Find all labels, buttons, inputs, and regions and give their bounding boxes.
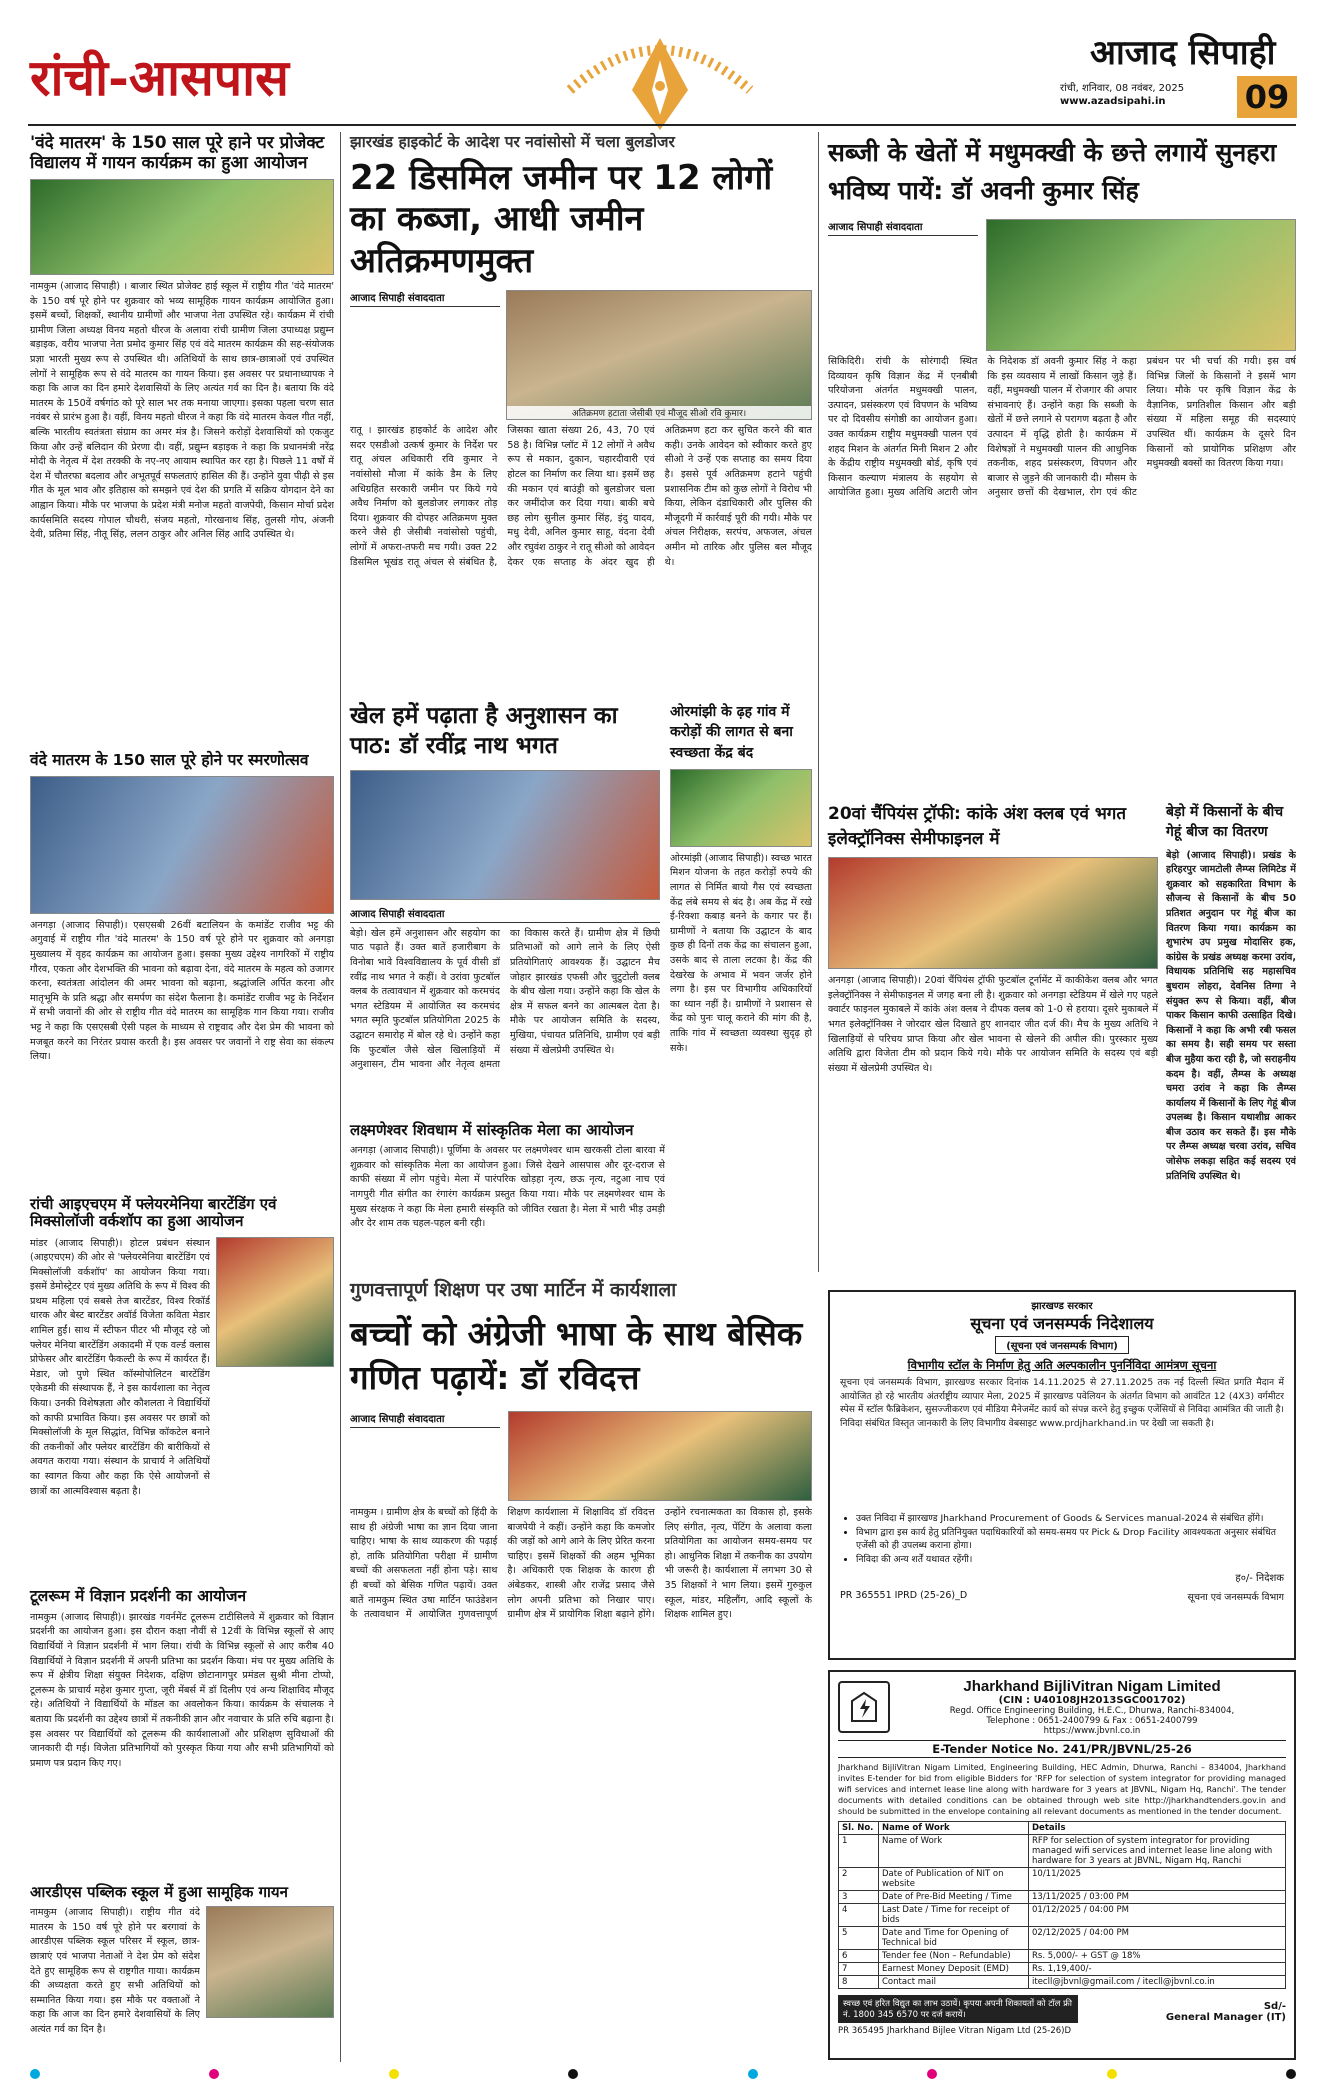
table-cell: 4 — [839, 1904, 879, 1927]
photo — [986, 219, 1296, 351]
photo — [216, 1237, 334, 1367]
headline: सब्जी के खेतों में मधुमक्खी के छत्ते लगायें सुनहरा भविष्य पायें: डॉ अवनी कुमार सिंह — [828, 138, 1277, 205]
pen-nib-emblem — [560, 20, 760, 130]
article-football — [350, 702, 660, 1159]
photo — [670, 769, 812, 847]
headline: 20वां चैंपियंस ट्रॉफी: कांके अंश क्लब एवं भगत इलेक्ट्रॉनिक्स सेमीफाइनल में — [828, 804, 1127, 849]
table-row — [839, 1976, 1286, 1989]
masthead-rule — [28, 124, 1296, 126]
table-cell: 8 — [839, 1976, 879, 1989]
headline: बेड़ो में किसानों के बीच गेहूं बीज का वितरण — [1166, 804, 1284, 841]
kicker: झारखंड हाइकोर्ट के आदेश पर नवांसोसो में चला बुलडोजर — [350, 133, 675, 151]
article-lakshmi — [350, 1122, 665, 1258]
registration-marks — [30, 2068, 1296, 2080]
jbvnl-sign-title: General Manager (IT) — [1165, 2012, 1286, 2023]
byline: आजाद सिपाही संवाददाता — [350, 290, 500, 307]
byline: आजाद सिपाही संवाददाता — [350, 906, 660, 923]
table-row — [839, 1904, 1286, 1927]
dateline: रांची, शनिवार, 08 नवंबर, 2025 — [1060, 83, 1185, 94]
article-body: सिकिदिरी। रांची के सोरंगादी स्थित दिव्यायन कृषि विज्ञान केंद्र में एनबीबी परियोजना अंतर्गत मधुमक्खी पालन, उत्पादन, प्रसंस्करण एवं विपणन के भविष्य पर दो दिवसीय संगोष्ठी का आयोजन हुआ। उक्त कार्यक्रम राष्ट्रीय मधुमक्खी पालन एवं शहद मिशन के अंतर्गत मिनी मिशन 2 और के केंद्रीय राष्ट्रीय मधुमक्खी बोर्ड, कृषि एवं किसान कल्याण मंत्रालय के सहयोग से आयोजित हुआ। मुख्य अतिथि अटारी जोन के निदेशक डॉ अवनी कुमार सिंह ने कहा कि इस व्यवसाय में लाखों किसान जुड़े हैं। वहीं, मधुमक्खी पालन में रोजगार की अपार संभावनाएं हैं। उन्होंने कहा कि सब्जी के खेतों में छत्ते लगाने से परागण बढ़ता है और उत्पादन में वृद्धि होती है। कार्यक्रम में विशेषज्ञों ने मधुमक्खी पालन की आधुनिक तकनीक, शहद प्रसंस्करण, विपणन और बाजार से जुड़ने की जानकारी दी। मौसम के अनुसार छत्तों की देखभाल, रोग एवं कीट प्रबंधन पर भी चर्चा की गयी। इस वर्ष विभिन्न जिलों के किसानों ने इसमें भाग लिया। मौके पर कृषि विज्ञान केंद्र के वैज्ञानिक, प्रगतिशील किसान और बड़ी संख्या में महिला समूह की सदस्याएं उपस्थित थीं। कार्यक्रम के दूसरे दिन किसानों को प्रायोगिक प्रशिक्षण और मधुमक्खी बक्सों का वितरण किया गया। — [828, 356, 1296, 499]
table-cell: Contact mail — [879, 1976, 1029, 1989]
table-cell: 1 — [839, 1835, 879, 1868]
article-usha — [350, 1280, 812, 1976]
table-row — [839, 1835, 1286, 1868]
article-toilet — [670, 702, 812, 1292]
photo — [350, 770, 660, 900]
table-cell: 10/11/2025 — [1029, 1868, 1286, 1891]
notice-point: • निविदा की अन्य शर्तें यथावत रहेंगी। — [856, 1553, 1284, 1567]
notice-jbvnl — [828, 1670, 1296, 2060]
jbvnl-sign-name: Sd/- — [1263, 2001, 1286, 2012]
article-body: बेड़ो (आजाद सिपाही)। प्रखंड के हरिहरपुर जामटोली लैम्प्स लिमिटेड में शुक्रवार को सहकारिता विभाग के सौजन्य से किसानों के बीच 50 प्रतिशत अनुदान पर गेहूं बीज का वितरण किया गया। कार्यक्रम का शुभारंभ उप प्रमुख मोदासिर हक, कांग्रेस के प्रखंड अध्यक्ष करमा उरांव, विधायक प्रतिनिधि सह महासचिव बुधराम लोहरा, देवनिस तिग्गा ने संयुक्त रूप से किया। वहीं, बीज पाकर किसान काफी उत्साहित दिखे। किसानों ने कहा कि अभी रबी फसल का समय है। सही समय पर सस्ता बीज मुहैया करा रही है, जो सराहनीय कदम है। वहीं, लैम्प्स के अध्यक्ष चमरा उरांव ने कहा कि लैम्प्स कार्यालय में किसानों के लिए गेहूं बीज उपलब्ध है। किसान यथाशीघ्र आकर बीज उठाव कर सकते हैं। इस मौके पर लैम्प्स अध्यक्ष चरवा उरांव, सचिव जोसेफ लकड़ा सहित कई सदस्य एवं प्रतिनिधि उपस्थित थे। — [1166, 849, 1296, 1182]
table-header: Name of Work — [879, 1822, 1029, 1835]
headline: आरडीएस पब्लिक स्कूल में हुआ सामूहिक गायन — [30, 1883, 288, 1901]
section-title: रांची-आसपास — [30, 48, 289, 107]
photo — [30, 776, 334, 914]
notice-sub: (सूचना एवं जनसम्पर्क विभाग) — [995, 1336, 1129, 1354]
article-body: नामकुम । ग्रामीण क्षेत्र के बच्चों को हिंदी के साथ ही अंग्रेजी भाषा का ज्ञान दिया जाना चाहिए। भाषा के साथ व्याकरण की पढ़ाई हो, ताकि प्रतियोगिता परीक्षा में ग्रामीण बच्चों की असफलता नहीं होना पड़े। साथ ही बच्चों को बेसिक गणित पढ़ायें। उक्त बातें नामकुम स्थित उषा मार्टिन फाउंडेशन के तत्वावधान में आयोजित गुणवत्तापूर्ण शिक्षण कार्यशाला में शिक्षाविद डॉ रविदत्त बाजपेयी ने कहीं। उन्होंने कहा कि कमजोर की जड़ों को आगे आने के लिए प्रेरित करना चाहिए। इसमें शिक्षकों की अहम भूमिका है। अधिकारी एक शिक्षक के कारण ही अंबेडकर, शास्त्री और राजेंद्र प्रसाद जैसे लोग अपनी प्रतिभा को निखार पाए। ग्रामीण क्षेत्र में प्रायोगिक शिक्षा बढ़ाने होंगे। उन्होंने रचनात्मकता का विकास हो, इसके लिए संगीत, नृत्य, पेंटिंग के अलावा कला प्रतियोगिता का आयोजन समय-समय पर हो। आधुनिक शिक्षा में तकनीक का उपयोग भी जरूरी है। कार्यशाला में लगभग 30 से 35 शिक्षकों ने भाग लिया। इसमें गुरुकुल स्कूल, मांडर, महिलौंग, आदि स्कूलों के शिक्षक शामिल हुए। — [350, 1506, 812, 1621]
jbvnl-telephone: Telephone : 0651-2400799 & Fax : 0651-2400799 — [986, 1716, 1198, 1726]
jbvnl-footer: PR 365495 Jharkhand Bijlee Vitran Nigam Ltd (25-26)D — [838, 2026, 1072, 2036]
article-vande-army — [30, 752, 334, 1177]
page-number: 09 — [1237, 76, 1297, 118]
notice-footer-right: सूचना एवं जनसम्पर्क विभाग — [1187, 1592, 1284, 1603]
table-row — [839, 1927, 1286, 1950]
table-row — [839, 1963, 1286, 1976]
headline: 'वंदे मातरम' के 150 साल पूरे हाने पर प्रोजेक्ट विद्यालय में गायन कार्यक्रम का हुआ आयोजन — [30, 133, 325, 173]
article-body: बेड़ो। खेल हमें अनुशासन और सहयोग का पाठ पढ़ाते हैं। उक्त बातें हजारीबाग के विनोबा भावे विश्वविद्यालय के पूर्व वीसी डॉ रवींद्र नाथ भगत ने कहीं। वे उरांवा फुटबॉल क्लब के तत्वावधान में शुक्रवार को करमचंद भगत स्टेडियम में आयोजित स्व करमचंद भगत स्मृति फुटबॉल प्रतियोगिता 2025 के उद्घाटन समारोह में बोल रहे थे। उन्होंने कहा कि फुटबॉल जैसे खेल खिलाड़ियों में अनुशासन, टीम भावना और नेतृत्व क्षमता का विकास करते हैं। ग्रामीण क्षेत्र में छिपी प्रतिभाओं को आगे लाने के लिए ऐसी प्रतियोगिताएं आवश्यक हैं। उद्घाटन मैच जोहार झारखंड एफसी और चुटुटोली क्लब के बीच खेला गया। उन्होंने कहा कि खेल के क्षेत्र में सफल बनने का आत्मबल देता है। मौके पर आयोजन समिति के सदस्य, मुखिया, पंचायत प्रतिनिधि, ग्रामीण एवं बड़ी संख्या में खेलप्रेमी उपस्थित थे। — [350, 927, 660, 1071]
jbvnl-slogan: स्वच्छ एवं हरित विद्युत का लाभ उठायें। कृपया अपनी शिकायतों को टॉल फ्री नं. 1800 345 6570 पर दर्ज करायें। — [838, 1995, 1078, 2023]
notice-point: • विभाग द्वारा इस कार्य हेतु प्रतिनियुक्त पदाधिकारियों को समय-समय पर Pick & Drop Facility आवश्यकता अनुसार संबंधित एजेंसी को ही उपलब्ध कराना होगा। — [856, 1526, 1284, 1553]
table-row — [839, 1950, 1286, 1963]
table-cell: Date and Time for Opening of Technical bid — [879, 1927, 1029, 1950]
notice-footer-left: PR 365551 IPRD (25-26)_D — [840, 1590, 968, 1601]
headline: टूलरूम में विज्ञान प्रदर्शनी का आयोजन — [30, 1587, 247, 1605]
jbvnl-regd: Regd. Office Engineering Building, H.E.C., Dhurwa, Ranchi-834004, — [949, 1706, 1235, 1716]
headline: लक्ष्मणेश्वर शिवधाम में सांस्कृतिक मेला का आयोजन — [350, 1121, 634, 1139]
table-cell: 01/12/2025 / 04:00 PM — [1029, 1904, 1286, 1927]
table-cell: 7 — [839, 1963, 879, 1976]
table-cell: Name of Work — [879, 1835, 1029, 1868]
notice-jharkhand-prd — [828, 1290, 1296, 1660]
headline: रांची आइएचएम में फ्लेयरमेनिया बारटेंडिंग एवं मिक्सोलॉजी वर्कशॉप का हुआ आयोजन — [30, 1195, 277, 1231]
notice-gov: झारखण्ड सरकार — [1031, 1301, 1093, 1312]
article-body: रातू । झारखंड हाइकोर्ट के आदेश और सदर एसडीओ उत्कर्ष कुमार के निर्देश पर रातू अंचल अधिकारी रवि कुमार ने नवांसोसो मौजा में कांके डैम के लिए अधिग्रहित सरकारी जमीन पर किये गये अवैध निर्माण को बुलडोजर लगाकर तोड़ दिया। शुक्रवार की दोपहर अतिक्रमण मुक्त करने जैसे ही जेसीबी नवांसोसो पहुंची, लोगों में अफरा-तफरी मच गयी। उक्त 22 डिसमिल भूखंड रातू अंचल से संबंधित है, जिसका खाता संख्या 26, 43, 70 एवं 58 है। विभिन्न प्लॉट में 12 लोगों ने अवैध रूप से मकान, दुकान, चहारदीवारी एवं होटल का निर्माण कर लिया था। इसमें छह की मकान एवं बाउंड्री को बुलडोजर चला कर जमींदोज कर दिया गया। बाकी बचे छह लोग सुनील कुमार सिंह, इंदु यादव, मधु देवी, अनिल कुमार साहू, वंदना देवी और रघुवंश ठाकुर ने रातू सीओ को आवेदन देकर एक सप्ताह के अंदर खुद ही अतिक्रमण हटा कर सुचित करने की बात कही। उनके आवेदन को स्वीकार करते हुए सीओ ने उन्हें एक सप्ताह का समय दिया है। इससे पूर्व अतिक्रमण हटाने पहुंची प्रशासनिक टीम को कुछ लोगों ने विरोध भी किया, लेकिन दंडाधिकारी और पुलिस की मौजूदगी में कार्रवाई पूरी की गयी। मौके पर अंचल निरीक्षक, सरपंच, अफजल, अंचल अमीन मो तारिक और पुलिस बल मौजूद थे। — [350, 425, 812, 568]
kicker: गुणवत्तापूर्ण शिक्षण पर उषा मार्टिन में कार्यशाला — [350, 1279, 677, 1301]
photo — [506, 290, 812, 420]
photo — [30, 179, 334, 275]
article-wheat — [1166, 802, 1296, 1269]
paper-name: आजाद सिपाही — [1090, 33, 1276, 73]
jbvnl-web[interactable]: https://www.jbvnl.co.in — [1043, 1726, 1141, 1736]
article-body: ओरमांझी (आजाद सिपाही)। स्वच्छ भारत मिशन योजना के तहत करोड़ों रुपये की लागत से निर्मित बायो गैस एवं स्वच्छता केंद्र लंबे समय से बंद है। अब केंद्र में रखे ई-रिक्शा कबाड़ बनने के कगार पर हैं। ग्रामीणों ने बताया कि उद्घाटन के बाद कुछ ही दिनों तक केंद्र का संचालन हुआ, उसके बाद से ताला लटका है। केंद्र की देखरेख के अभाव में भवन जर्जर होने लगा है। इस पर विभागीय अधिकारियों का ध्यान नहीं है। ग्रामीणों ने प्रशासन से केंद्र को पुनः चालू कराने की मांग की है, ताकि गांव में स्वच्छता व्यवस्था सुदृढ़ हो सके। — [670, 852, 812, 1054]
table-cell: 13/11/2025 / 03:00 PM — [1029, 1891, 1286, 1904]
article-ardis — [30, 1884, 334, 2046]
article-bee — [828, 134, 1296, 775]
table-cell: 5 — [839, 1927, 879, 1950]
headline: बच्चों को अंग्रेजी भाषा के साथ बेसिक गणित पढ़ायें: डॉ रविदत्त — [350, 1313, 803, 1398]
photo — [206, 1906, 334, 2018]
article-bulldozer — [350, 134, 812, 694]
table-header: Sl. No. — [839, 1822, 879, 1835]
notice-dept: सूचना एवं जनसम्पर्क निदेशालय — [970, 1314, 1154, 1333]
table-cell: Last Date / Time for receipt of bids — [879, 1904, 1029, 1927]
photo-caption: अतिक्रमण हटाता जेसीबी एवं मौजूद सीओ रवि कुमार। — [507, 406, 811, 419]
table-cell: Rs. 5,000/- + GST @ 18% — [1029, 1950, 1286, 1963]
table-cell: Date of Pre-Bid Meeting / Time — [879, 1891, 1029, 1904]
table-cell: 02/12/2025 / 04:00 PM — [1029, 1927, 1286, 1950]
headline: वंदे मातरम के 150 साल पूरे होने पर स्मरणोत्सव — [30, 751, 309, 769]
table-cell: Date of Publication of NIT on website — [879, 1868, 1029, 1891]
headline: ओरमांझी के ढ़ह गांव में करोड़ों की लागत से बना स्वच्छता केंद्र बंद — [670, 704, 793, 761]
article-body: अनगड़ा (आजाद सिपाही)। 20वां चैंपियंस ट्रॉफी फुटबॉल टूर्नामेंट में काकीकेश क्लब और भगत इलेक्ट्रॉनिक्स ने सेमीफाइनल में जगह बना ली है। शुक्रवार को अनगड़ा स्टेडियम में खेले गए पहले क्वार्टर फाइनल मुकाबले में कांके अंश क्लब ने दीपक क्लब को 1-0 से हराया। दूसरे मुकाबले में भगत इलेक्ट्रॉनिक्स ने जोरदार खेल दिखाते हुए शानदार जीत दर्ज की। मैच के मुख्य अतिथि ने खिलाड़ियों से परिचय प्राप्त किया और खेल भावना से खेलने की अपील की। पुरस्कार मुख्य अतिथि द्वारा विजेता टीम को प्रदान किये गये। मौके पर आयोजन समिति के सदस्य एवं बड़ी संख्या में खेलप्रेमी उपस्थित थे। — [828, 975, 1158, 1074]
table-cell: Earnest Money Deposit (EMD) — [879, 1963, 1029, 1976]
table-row — [839, 1891, 1286, 1904]
column-rule — [340, 132, 341, 2062]
article-vande-school — [30, 134, 334, 750]
jbvnl-table — [838, 1821, 1286, 1989]
table-cell: RFP for selection of system integrator for providing managed wifi services and internet lease line along with hardware for 3 years at JBVNL, Nigam Hq, Ranchi — [1029, 1835, 1286, 1868]
headline: 22 डिसमिल जमीन पर 12 लोगों का कब्जा, आधी जमीन अतिक्रमणमुक्त — [350, 157, 773, 281]
table-cell: Rs. 1,19,400/- — [1029, 1963, 1286, 1976]
website[interactable]: www.azadsipahi.in — [1060, 96, 1166, 107]
article-bartending — [30, 1196, 334, 1577]
notice-points — [840, 1512, 1284, 1566]
article-body: अनगड़ा (आजाद सिपाही)। एसएसबी 26वीं बटालियन के कमांडेंट राजीव भट्ट की अगुवाई में राष्ट्रीय गीत 'वंदे मातरम' के 150 वर्ष पूरे होने पर शुक्रवार को अनगड़ा मुख्यालय में वृहद कार्यक्रम का आयोजन हुआ। इसका मुख्य उद्देश्य नागरिकों में राष्ट्रीय गौरव, एकता और देशभक्ति की भावना को बढ़ावा देना, वंदे मातरम के महत्व को उजागर करना, स्वतंत्रता आंदोलन की अमर भावना को बढ़ाना, श्रद्धांजलि अर्पित करना और मातृभूमि के प्रति श्रद्धा और समर्पण का संदेश फैलाना है। कमांडेंट राजीव भट्ट के निर्देशन में सभी जवानों की ओर से राष्ट्रीय गीत वंदे मातरम का सामूहिक गान किया गया। राजीव भट्ट ने कहा कि एसएसबी ऐसी पहल के माध्यम से राष्ट्रवाद और देश प्रेम की भावना को मजबूत करने का निरंतर प्रयास करती है। इस अवसर पर जवानों ने राष्ट्र सेवा का संकल्प लिया। — [30, 919, 334, 1063]
table-cell: 6 — [839, 1950, 879, 1963]
article-body: नामकुम (आजाद सिपाही) । बाजार स्थित प्रोजेक्ट हाई स्कूल में राष्ट्रीय गीत 'वंदे मातरम' के 150 वर्ष पूरे होने पर शुक्रवार को भव्य सामूहिक गायन कार्यक्रम आयोजित हुआ। इसमें बच्चों, शिक्षकों, स्थानीय ग्रामीणों और भाजपा नेता उपस्थित रहे। कार्यक्रम में रांची ग्रामीण जिला अध्यक्ष विनय महतो धीरज के अलावा रांची ग्रामीण जिला उपाध्यक्ष प्रद्युम्न बड़ाइक, वरीय भाजपा नेता प्रमोद कुमार सिंह एवं वंदे मातरम कार्यक्रम की सह-संयोजक प्रज्ञा भारती मुख्य रूप से उपस्थित थी। अतिथियों के साथ छात्र-छात्राओं एवं उपस्थित लोगों ने सामूहिक रूप से वंदे मातरम का गायन किया। इस अवसर पर प्रधानाध्यापक ने कहा कि आज का दिन हमारे देशवासियों के लिए अत्यंत गर्व का दिन है। बताया कि वंदे मातरम के 150वें वर्षगांठ को पूरे साल भर तक मनाया जाएगा। इसका पहला चरण सात नवंबर से प्रारंभ हुआ है। वहीं, विनय महतो धीरज ने कहा कि वंदे मातरम केवल गीत नहीं, बल्कि भारतीय स्वतंत्रता संग्राम का अमर मंत्र है। जिसने करोड़ों देशवासियों को एकजुट किया और उन्हें बलिदान की प्रेरणा दी। वहीं, प्रद्युम्न बड़ाइक ने कहा कि प्रधानमंत्री नरेंद्र मोदी के नेतृत्व में देश तरक्की के नए-नए आयाम स्थापित कर रहा है। पिछले 11 वर्षों में देश में चौतरफा बदलाव और अभूतपूर्व सफलताएं हासिल की हैं। उन्होंने युवा पीढ़ी से इस गीत के मूल भाव और इतिहास को समझने एवं देश की प्रगति में सक्रिय योगदान देने का आह्वान किया। मौके पर भाजपा के प्रदेश मंत्री मनोज महतो वाजपेयी, किसान मोर्चा प्रदेश कार्यसमिति सदस्य गोपाल चौधरी, संजय महतो, गोरखनाथ सिंह, तुलसी गोप, अंजनी देवी, प्रतिमा सिंह, नीतू सिंह, ललन ठाकुर और अनिल सिंह आदि उपस्थित थे। — [30, 281, 334, 541]
photo — [508, 1411, 812, 1501]
masthead — [0, 0, 1325, 125]
table-cell: Tender fee (Non – Refundable) — [879, 1950, 1029, 1963]
jbvnl-logo — [838, 1681, 890, 1733]
jbvnl-cin: (CIN : U40108JH2013SGC001702) — [998, 1695, 1186, 1706]
byline: आजाद सिपाही संवाददाता — [828, 219, 978, 236]
jbvnl-tender-no: E-Tender Notice No. 241/PR/JBVNL/25-26 — [838, 1740, 1286, 1758]
byline: आजाद सिपाही संवाददाता — [350, 1411, 500, 1428]
notice-sign: ह०/- निदेशक — [1235, 1573, 1284, 1584]
notice-title: विभागीय स्टॉल के निर्माण हेतु अति अल्पकालीन पुनर्निविदा आमंत्रण सूचना — [907, 1358, 1217, 1372]
article-body: मांडर (आजाद सिपाही)। होटल प्रबंधन संस्थान (आइएचएम) की ओर से 'फ्लेयरमेनिया बारटेंडिंग एवं मिक्सोलॉजी वर्कशॉप' का आयोजन किया गया। इसमें डेमोस्ट्रेटर एवं मुख्य अतिथि के रूप में विश्व की प्रथम महिला एवं सबसे तेज बारटेंडर, विश्व रिकॉर्ड धारक और बेस्ट बारटेंडर अवॉर्ड विजेता कविता मेडार शामिल हुईं। साथ में स्टीफन पीटर भी मौजूद रहे जो फ्लेयर मेनिया बारटेंडिंग अकादमी में एक वर्ल्ड क्लास प्रोफेसर और बारटेंडिंग फैकल्टी के रूप में कार्यरत हैं। मेडार, जो पुणे स्थित कॉस्मोपोलिटन बारटेंडिंग एकेडमी की संस्थापक हैं, ने इस कार्यशाला का नेतृत्व किया। उनकी विशेषज्ञता और कौशलता ने विद्यार्थियों को काफी प्रभावित किया। इस अवसर पर छात्रों को मिक्सोलॉजी के मूल सिद्धांत, विभिन्न कॉकटेल बनाने की तकनीकों और फ्लेयर बारटेंडिंग की बारीकियों से अवगत कराया गया। संस्थान के प्राचार्य ने अतिथियों का स्वागत किया और कहा कि ऐसे आयोजनों से छात्रों का आत्मविश्वास बढ़ता है। — [30, 1237, 210, 1497]
table-cell: 2 — [839, 1868, 879, 1891]
column-rule — [818, 132, 819, 1272]
table-header: Details — [1029, 1822, 1286, 1835]
article-cricket — [828, 802, 1158, 1204]
table-row — [839, 1868, 1286, 1891]
notice-body: सूचना एवं जनसम्पर्क विभाग, झारखण्ड सरकार दिनांक 14.11.2025 से 27.11.2025 तक नई दिल्ली स्थित प्रगति मैदान में आयोजित हो रहे भारतीय अंतर्राष्ट्रीय व्यापार मेला, 2025 में झारखण्ड पवेलियन के अंतर्गत विभाग को आवंटित 12 (4X3) वर्गमीटर स्पेस में स्टॉल फैब्रिकेशन, सुसज्जीकरण एवं मीडिया मैनेजमेंट कार्य को संपन्न करने हेतु इच्छुक एजेंसियों से निविदा आमंत्रित की जाती है। निविदा संबंधित विस्तृत जानकारी के लिए विभागीय वेबसाइट www.prdjharkhand.in पर देखी जा सकती है। — [840, 1377, 1284, 1429]
jbvnl-company: Jharkhand BijliVitran Nigam Limited — [963, 1678, 1221, 1695]
article-body: नामकुम (आजाद सिपाही)। झारखंड गवर्नमेंट टूलरूम टाटीसिलवे में शुक्रवार को विज्ञान प्रदर्शनी का आयोजन हुआ। इस दौरान कक्षा नौवीं से 12वीं के विभिन्न स्कूलों से आए विद्यार्थियों ने विज्ञान प्रदर्शनी में भाग लिया। रांची के विभिन्न स्कूलों से आए करीब 40 विद्यार्थियों ने विज्ञान प्रदर्शनी में अपनी प्रतिभा का प्रदर्शन किया। मंच पर मुख्य अतिथि के रूप में क्षेत्रीय शिक्षा संयुक्त निदेशक, दक्षिण छोटानागपुर प्रमंडल सुश्री मीना टोप्पो, टूलरूम के प्राचार्य महेश कुमार गुप्ता, जूरी मेंबर्स में डॉ दिलीप एवं अन्य शिक्षाविद मौजूद रहे। अतिथियों ने विद्यार्थियों के मॉडल का अवलोकन किया। कार्यक्रम के संचालक ने बताया कि प्रदर्शनी का उद्देश्य छात्रों में तकनीकी ज्ञान और नवाचार के प्रति रुचि बढ़ाना है। इस अवसर पर विद्यार्थियों को टूलरूम की कार्यशालाओं और प्रशिक्षण सुविधाओं की जानकारी दी गई। विजेता प्रतिभागियों को पुरस्कृत किया गया और सभी प्रतिभागियों को प्रमाण पत्र प्रदान किए गए। — [30, 1611, 334, 1769]
article-body: नामकुम (आजाद सिपाही)। राष्ट्रीय गीत वंदे मातरम के 150 वर्ष पूरे होने पर बरगावां के आरडीएस पब्लिक स्कूल परिसर में स्कूल, छात्र-छात्राएं एवं भाजपा नेताओं ने देश प्रेम को संदेश देते हुए सामूहिक रूप से राष्ट्रगीत गाया। कार्यक्रम की अध्यक्षता करते हुए सभी अतिथियों को सम्मानित किया गया। इस मौके पर वक्ताओं ने कहा कि आज का दिन हमारे देशवासियों के लिए अत्यंत गर्व का दिन है। — [30, 1907, 200, 2035]
table-cell: 3 — [839, 1891, 879, 1904]
article-body: अनगड़ा (आजाद सिपाही)। पूर्णिमा के अवसर पर लक्ष्मणेश्वर धाम खरकसी टोला बारवा में शुक्रवार को सांस्कृतिक मेला का आयोजन हुआ। जिसे देखने आसपास और दूर-दराज से काफी संख्या में लोग पहुंचे। मेला में पारंपरिक खोड़हा नृत्य, छऊ नृत्य, नटुआ नाच एवं नागपुरी गीत संगीत का रंगारंग कार्यक्रम प्रस्तुत किया गया। मौके पर लक्ष्मणेश्वर धाम के मुख्य संरक्षक ने कहा कि मेला हमारी संस्कृति को जीवित रखता है। मेला में भारी भीड़ उमड़ी और देर शाम तक चहल-पहल बनी रही। — [350, 1145, 665, 1230]
notice-point: • उक्त निविदा में झारखण्ड Jharkhand Procurement of Goods & Services manual-2024 से संबंधित होंगे। — [856, 1512, 1284, 1526]
table-cell: itecll@jbvnl@gmail.com / itecll@jbvnl.co.in — [1029, 1976, 1286, 1989]
jbvnl-intro: Jharkhand BijliVitran Nigam Limited, Engineering Building, HEC Admin, Dhurwa, Ranchi – 834004, Jharkhand invites E-tender for bid from eligible Bidders for 'RFP for selection of system integrator for providing managed wifi services and internet lease line along with hardware for 3 years at JBVNL, Nigam Hq, Ranchi'. The tender documents with detailed conditions can be obtained through web site http://jharkhandtenders.gov.in and should be submitted in the envelope containing all relevant documents as mentioned in the tender document. — [838, 1763, 1286, 1816]
article-science — [30, 1588, 334, 1881]
photo — [828, 857, 1158, 969]
headline: खेल हमें पढ़ाता है अनुशासन का पाठ: डॉ रवींद्र नाथ भगत — [350, 703, 618, 759]
